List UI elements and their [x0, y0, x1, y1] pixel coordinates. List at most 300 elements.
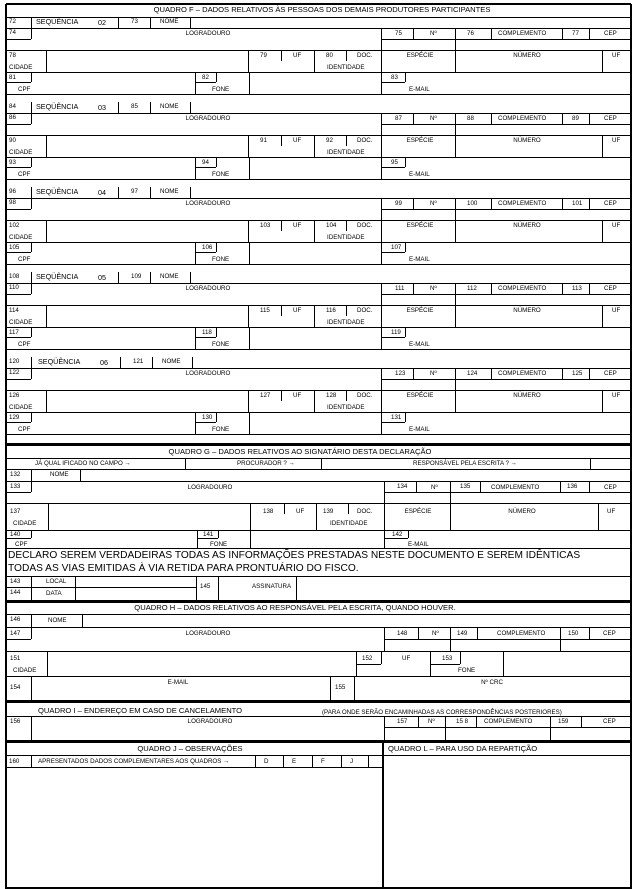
quadro-1-checkbox[interactable]	[283, 755, 312, 767]
uf-doc-label: UF	[612, 52, 621, 59]
field-code: 106	[202, 244, 213, 251]
field-code: 145	[200, 583, 211, 590]
rule	[6, 587, 196, 588]
rule	[384, 538, 408, 539]
rule	[190, 17, 191, 28]
field-code: 127	[260, 392, 271, 399]
rule	[195, 337, 216, 338]
rule	[31, 676, 32, 701]
rule	[413, 368, 414, 379]
numero-label: Nº	[430, 200, 437, 207]
cidade-label: CIDADE	[9, 234, 33, 241]
logradouro-field[interactable]	[31, 28, 381, 50]
especie-label: ESPÉCIE	[406, 222, 434, 229]
rule	[455, 305, 456, 327]
rule	[589, 627, 590, 639]
rule	[455, 220, 456, 242]
email-label: E-MAIL	[409, 256, 430, 263]
field-code: 90	[9, 137, 16, 144]
rule	[381, 220, 382, 242]
rule	[281, 390, 282, 401]
signatario-nome-field[interactable]	[80, 469, 630, 481]
rule	[562, 198, 563, 209]
rule	[346, 220, 347, 231]
logradouro-label: LOGRADOURO	[185, 285, 231, 292]
rule	[381, 390, 382, 412]
field-code: 78	[9, 52, 16, 59]
field-code: 100	[467, 200, 478, 207]
rule	[31, 412, 32, 422]
rule	[197, 530, 198, 548]
rule	[6, 294, 31, 295]
responsavel-nome-field[interactable]	[82, 614, 630, 627]
rule	[6, 538, 31, 539]
rule	[197, 538, 218, 539]
cidade-field[interactable]	[46, 305, 248, 327]
logradouro-label: LOGRADOURO	[187, 484, 233, 491]
procurador-label: PROCURADOR ? →	[237, 460, 295, 467]
rule	[381, 305, 382, 327]
sequence-number: 04	[98, 188, 106, 197]
rule	[418, 627, 419, 639]
email-label: E-MAIL	[408, 541, 429, 548]
form-left-border	[5, 4, 7, 889]
identidade-label: IDENTIDADE	[327, 319, 365, 326]
qualificado-label: JÁ QUAL IFICADO NO CAMPO →	[35, 460, 131, 467]
rule	[381, 422, 405, 423]
rule	[195, 252, 216, 253]
field-code: 116	[326, 307, 336, 314]
field-code: 80	[326, 52, 333, 59]
rule	[413, 283, 414, 294]
rule	[6, 434, 631, 435]
field-code: 150	[568, 630, 579, 637]
rule	[281, 220, 282, 231]
rule	[31, 614, 32, 627]
identidade-label: IDENTIDADE	[327, 404, 365, 411]
numero-doc-label: NÚMERO	[513, 222, 541, 229]
email-label: E-MAIL	[409, 341, 430, 348]
rule	[31, 469, 32, 481]
field-code: 112	[467, 285, 477, 292]
cep-label: CEP	[604, 370, 617, 377]
sequencia-label: SEQÜÊNCIA	[36, 17, 79, 26]
rule	[281, 305, 282, 316]
cpf-label: CPF	[18, 171, 31, 178]
cep-label: CEP	[604, 484, 617, 491]
rule	[190, 187, 191, 198]
field-code: 85	[131, 103, 138, 110]
logradouro-label: LOGRADOURO	[185, 115, 231, 122]
field-code: 107	[391, 244, 402, 251]
rule	[31, 576, 32, 601]
field-code: 105	[9, 244, 20, 251]
rule	[31, 481, 32, 492]
rule	[6, 124, 31, 125]
field-code: 160	[9, 758, 20, 765]
rule	[381, 242, 382, 264]
rule	[6, 422, 31, 423]
quadro-i-title: QUADRO I – ENDEREÇO EM CASO DE CANCELAMENTO	[38, 706, 243, 715]
cep-label: CEP	[603, 630, 616, 637]
rule	[6, 492, 31, 493]
field-code: 136	[567, 483, 578, 490]
rule	[31, 102, 32, 113]
sequencia-label: SEQÜÊNCIA	[36, 272, 79, 281]
field-code: 117	[9, 329, 19, 336]
especie-label: ESPÉCIE	[406, 392, 434, 399]
rule	[602, 305, 603, 327]
field-code: 73	[131, 18, 138, 25]
fone-label: FONE	[212, 86, 230, 93]
rule	[195, 242, 196, 264]
rule	[589, 113, 590, 124]
logradouro-label: LOGRADOURO	[185, 30, 231, 37]
field-code: 139	[323, 508, 334, 515]
rule	[150, 102, 151, 113]
fone-label: FONE	[458, 667, 476, 674]
assinatura-field[interactable]	[296, 576, 630, 601]
rule	[250, 530, 251, 548]
rule	[6, 412, 631, 413]
sequencia-label: SEQÜÊNCIA	[38, 357, 81, 366]
field-code: 137	[10, 508, 21, 515]
identidade-label: IDENTIDADE	[327, 64, 365, 71]
field-code: 154	[10, 684, 21, 691]
sequence-number: 02	[98, 18, 106, 27]
uf-doc-label: UF	[607, 508, 616, 515]
especie-label: ESPÉCIE	[404, 508, 432, 515]
field-code: 95	[391, 159, 398, 166]
assinatura-label: ASSINATURA	[252, 583, 292, 590]
quadro-g-title: QUADRO G – DADOS RELATIVOS AO SIGNATÁRIO DESTA DECLARAÇÃO	[168, 447, 432, 456]
rule	[281, 135, 282, 146]
rule	[384, 530, 385, 548]
uf-label: UF	[293, 392, 302, 399]
field-code: 156	[10, 718, 21, 725]
rule	[477, 627, 478, 639]
rule	[31, 755, 32, 767]
rule	[384, 639, 631, 640]
email-label: E-MAIL	[409, 171, 430, 178]
rule	[216, 327, 217, 337]
rule	[6, 82, 31, 83]
field-code: 131	[391, 414, 402, 421]
quadro-f-title: QUADRO F – DADOS RELATIVOS ÀS PESSOAS DOS DEMAIS PRODUTORES PARTICIPANTES	[153, 5, 491, 14]
rule	[491, 198, 492, 209]
rule	[589, 198, 590, 209]
quadro-separator	[6, 443, 631, 446]
declaration-text: DECLARO SEREM VERDADEIRAS TODAS AS INFORMAÇÕES PRESTADAS NESTE DOCUMENTO E SEREM IDÊNTICAS	[8, 550, 581, 561]
field-code: 110	[9, 284, 19, 291]
field-code: 86	[9, 114, 16, 121]
rule	[450, 503, 451, 530]
cidade-label: CIDADE	[9, 404, 33, 411]
field-code: 143	[10, 578, 21, 585]
complemento-label: COMPLEMENTO	[498, 200, 547, 207]
doc-label: DOC.	[357, 307, 373, 314]
quadro-letter: D	[264, 758, 269, 765]
rule	[330, 676, 331, 701]
procurador-field[interactable]	[321, 458, 391, 469]
field-code: 130	[202, 414, 213, 421]
rule	[562, 113, 563, 124]
email-label: E-MAIL	[409, 86, 430, 93]
rule	[249, 242, 250, 264]
uf-doc-label: UF	[612, 392, 621, 399]
rule	[346, 305, 347, 316]
rule	[381, 135, 382, 157]
quadro-3-checkbox[interactable]	[341, 755, 368, 767]
rule	[346, 50, 347, 61]
uf-doc-label: UF	[612, 222, 621, 229]
field-code: 146	[10, 616, 21, 623]
numero-doc-label: NÚMERO	[513, 52, 541, 59]
cidade-label: CIDADE	[9, 149, 33, 156]
rule	[6, 167, 31, 168]
doc-label: DOC.	[357, 508, 373, 515]
rule	[381, 39, 631, 40]
logradouro-field[interactable]	[31, 113, 381, 135]
field-code: 125	[572, 370, 583, 377]
cidade-field[interactable]	[46, 220, 248, 242]
doc-label: DOC.	[357, 52, 373, 59]
field-code: 123	[395, 370, 406, 377]
rule	[445, 716, 446, 741]
numero-label: Nº	[430, 30, 437, 37]
complemento-label: COMPLEMENTO	[498, 285, 547, 292]
sequence-number: 05	[98, 273, 106, 282]
rule	[589, 283, 590, 294]
fone-label: FONE	[212, 256, 230, 263]
sequencia-label: SEQÜÊNCIA	[36, 102, 79, 111]
complemento-label: COMPLEMENTO	[498, 370, 547, 377]
field-code: 93	[9, 159, 16, 166]
rule	[6, 94, 631, 95]
cpf-label: CPF	[18, 426, 31, 433]
rule	[602, 220, 603, 242]
field-code: 101	[572, 200, 583, 207]
rule	[550, 716, 551, 741]
field-code: 138	[263, 508, 274, 515]
rule	[560, 481, 561, 492]
cidade-field[interactable]	[46, 390, 248, 412]
rule	[314, 220, 315, 242]
rule	[150, 17, 151, 28]
rule	[6, 72, 631, 73]
rule	[346, 390, 347, 401]
observacoes-area[interactable]	[6, 767, 383, 888]
data-label: DATA	[46, 590, 62, 597]
complemento-label: COMPLEMENTO	[497, 630, 546, 637]
rule	[216, 412, 217, 422]
rule	[381, 157, 382, 179]
quadro-letter: J	[350, 758, 354, 765]
qualificado-field[interactable]	[185, 458, 237, 469]
field-code: 87	[395, 115, 402, 122]
uf-label: UF	[402, 655, 411, 662]
cep-label: CEP	[604, 115, 617, 122]
field-code: 133	[10, 483, 21, 490]
quadro-letter: E	[292, 758, 297, 765]
field-code: 72	[9, 18, 16, 25]
uf-doc-label: UF	[612, 137, 621, 144]
rule	[118, 17, 119, 28]
logradouro-field[interactable]	[31, 198, 381, 220]
rule	[602, 390, 603, 412]
quadro-h-title: QUADRO H – DADOS RELATIVOS AO RESPONSÁVEL PELA ESCRITA, QUANDO HOUVER.	[134, 603, 456, 612]
numero-doc-label: NÚMERO	[513, 307, 541, 314]
rule	[31, 627, 32, 639]
rule	[47, 651, 48, 676]
cep-label: CEP	[604, 285, 617, 292]
rule	[384, 716, 385, 741]
rule	[405, 242, 406, 252]
rule	[314, 390, 315, 412]
rule	[491, 28, 492, 39]
field-code: 129	[9, 414, 20, 421]
rule	[195, 72, 196, 94]
rule	[248, 390, 249, 412]
rule	[598, 503, 599, 530]
rule	[6, 530, 631, 531]
field-code: 147	[10, 630, 21, 637]
cep-label: CEP	[604, 200, 617, 207]
cidade-label: CIDADE	[13, 520, 37, 527]
fone-label: FONE	[212, 426, 230, 433]
rule	[602, 50, 603, 72]
rule	[249, 412, 250, 434]
rule	[381, 327, 382, 349]
rule	[118, 187, 119, 198]
nome-label: NOME	[162, 358, 181, 365]
rule	[356, 664, 381, 665]
email-label: E-MAIL	[167, 679, 189, 686]
field-code: 99	[395, 200, 402, 207]
numero-label: Nº	[432, 630, 439, 637]
rule	[413, 113, 414, 124]
rule	[195, 82, 216, 83]
rule	[75, 576, 76, 601]
field-code: 115	[260, 307, 270, 314]
rule	[348, 503, 349, 514]
rule	[381, 50, 382, 72]
rule	[284, 503, 285, 514]
rule	[384, 727, 631, 728]
rule	[405, 412, 406, 422]
rule	[31, 242, 32, 252]
field-code: 142	[392, 531, 403, 538]
field-code: 88	[467, 115, 474, 122]
rule	[6, 716, 631, 717]
field-code: 15 8	[456, 718, 469, 725]
cidade-field[interactable]	[46, 50, 248, 72]
rule	[31, 72, 32, 82]
field-code: 91	[260, 137, 267, 144]
rule	[381, 72, 382, 94]
rule	[562, 283, 563, 294]
nome-label: NOME	[160, 103, 179, 110]
rule	[195, 422, 216, 423]
quadro-0-checkbox[interactable]	[255, 755, 283, 767]
rule	[281, 50, 282, 61]
field-code: 114	[9, 307, 19, 314]
field-code: 134	[397, 483, 408, 490]
rule	[6, 379, 31, 380]
rule	[589, 368, 590, 379]
field-code: 141	[203, 531, 214, 538]
field-code: 152	[362, 655, 373, 662]
rule	[381, 651, 382, 664]
rule	[31, 157, 32, 167]
rule	[216, 242, 217, 252]
quadro-l-title: QUADRO L – PARA USO DA REPARTIÇÃO	[388, 744, 538, 753]
rule	[195, 167, 216, 168]
rule	[6, 327, 631, 328]
field-code: 126	[9, 392, 20, 399]
doc-label: DOC.	[357, 392, 373, 399]
rule	[6, 157, 631, 158]
field-code: 84	[9, 103, 16, 110]
field-code: 151	[10, 655, 21, 662]
logradouro-label: LOGRADOURO	[185, 200, 231, 207]
nome-label: NOME	[50, 471, 69, 478]
uf-label: UF	[293, 307, 302, 314]
complemento-label: COMPLEMENTO	[498, 115, 547, 122]
rule	[218, 576, 219, 601]
rule	[562, 368, 563, 379]
rule	[6, 676, 631, 677]
uf-label: UF	[293, 137, 302, 144]
declaration-text: TODAS AS VIAS EMITIDAS À VIA RETIDA PARA PRONTUÁRIO DO FISCO.	[8, 563, 359, 574]
rule	[413, 28, 414, 39]
rule	[384, 492, 631, 493]
especie-label: ESPÉCIE	[406, 52, 434, 59]
logradouro-field[interactable]	[31, 283, 381, 305]
uf-doc-label: UF	[612, 307, 621, 314]
rule	[249, 327, 250, 349]
rule	[562, 28, 563, 39]
field-code: 118	[202, 329, 212, 336]
cidade-field[interactable]	[46, 135, 248, 157]
rule	[491, 368, 492, 379]
rule	[6, 179, 631, 180]
field-code: 148	[397, 630, 408, 637]
doc-label: DOC.	[357, 137, 373, 144]
rule	[118, 102, 119, 113]
reparticao-area[interactable]	[383, 755, 631, 888]
rule	[430, 664, 460, 665]
cpf-label: CPF	[18, 86, 31, 93]
field-code: 74	[9, 29, 16, 36]
field-code: 83	[391, 74, 398, 81]
quadro-2-checkbox[interactable]	[312, 755, 341, 767]
rule	[6, 458, 631, 459]
responsavel-field[interactable]	[590, 458, 630, 469]
rule	[248, 305, 249, 327]
field-code: 128	[326, 392, 337, 399]
uf-label: UF	[296, 508, 305, 515]
logradouro-field[interactable]	[31, 368, 381, 390]
rule	[346, 135, 347, 146]
rule	[6, 337, 31, 338]
logradouro-label: LOGRADOURO	[187, 718, 233, 725]
field-code: 104	[326, 222, 337, 229]
numero-label: Nº	[430, 285, 437, 292]
field-code: 135	[460, 483, 471, 490]
rule	[48, 503, 49, 530]
numero-label: Nº	[428, 718, 435, 725]
